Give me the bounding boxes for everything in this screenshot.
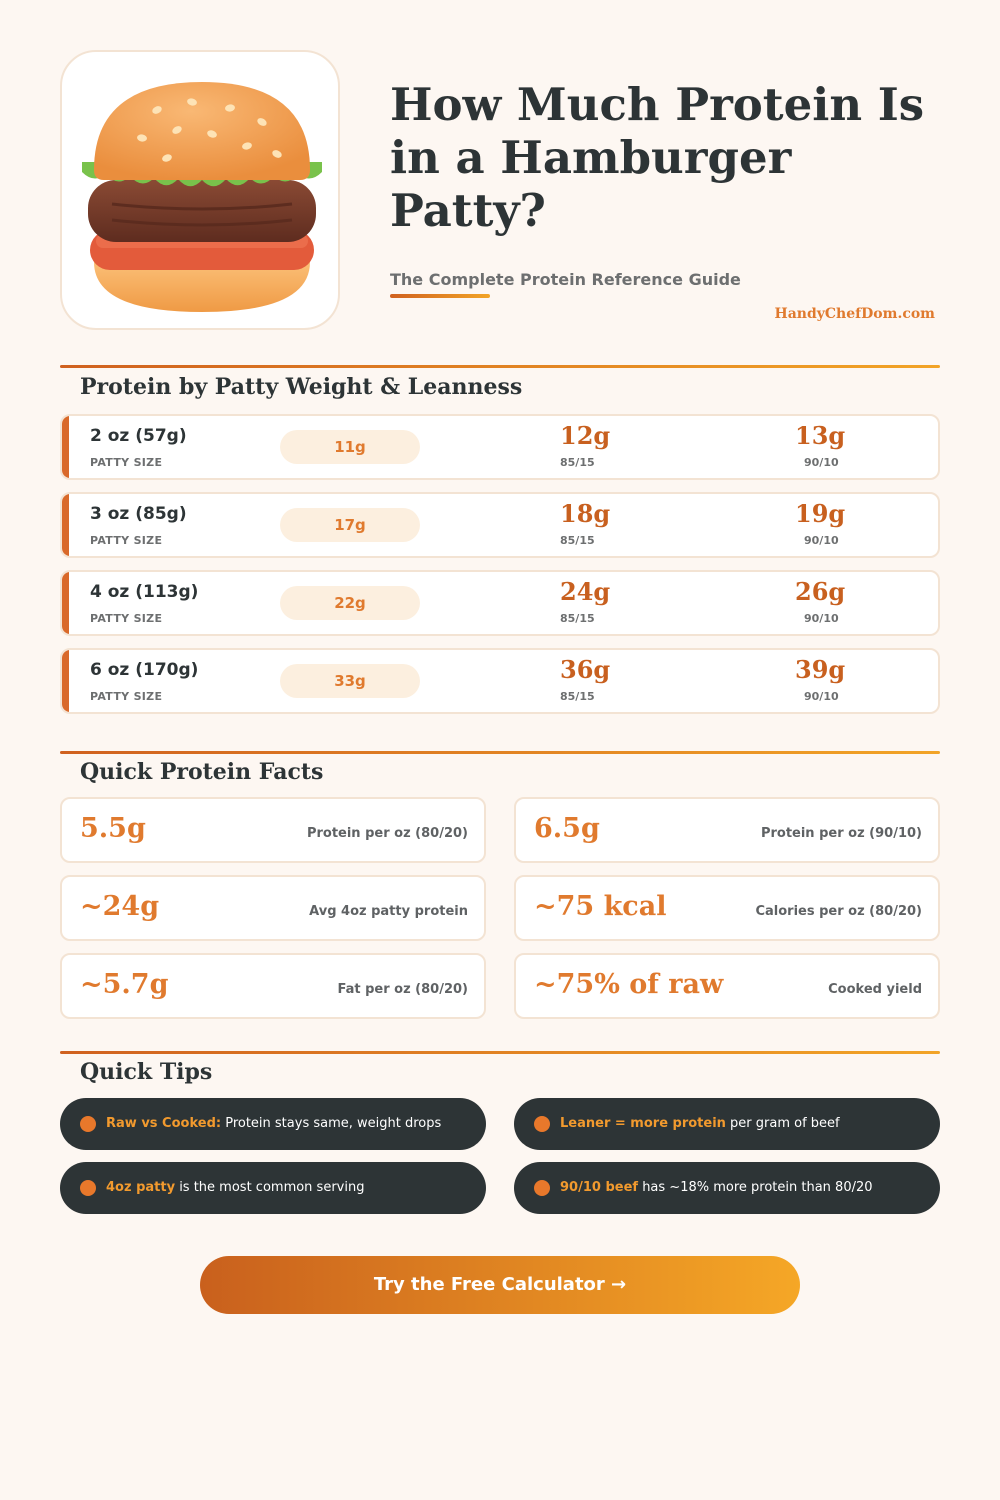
fact-label: Protein per oz (90/10) <box>760 826 922 841</box>
row-accent-bar <box>62 416 69 478</box>
weights-section-title: Protein by Patty Weight & Leanness <box>80 374 523 400</box>
fact-card <box>60 797 486 863</box>
hero-image-card <box>60 50 340 330</box>
fact-card <box>60 953 486 1019</box>
fact-value: 5.5g <box>80 813 146 844</box>
protein-90-10-value: 39g <box>795 655 846 684</box>
fact-card <box>60 875 486 941</box>
tip-body: is the most common serving <box>175 1180 365 1195</box>
protein-80-20-pill: 22g <box>280 586 420 620</box>
fact-value: 6.5g <box>534 813 600 844</box>
section-divider <box>60 1051 940 1054</box>
protein-row <box>60 648 940 714</box>
tips-section-title: Quick Tips <box>80 1059 213 1085</box>
bullet-dot-icon <box>534 1180 550 1196</box>
fact-label: Protein per oz (80/20) <box>306 826 468 841</box>
patty-size-label: PATTY SIZE <box>90 612 163 625</box>
bullet-dot-icon <box>80 1116 96 1132</box>
protein-85-15-value: 36g <box>560 655 611 684</box>
patty-size: 4 oz (113g) <box>90 582 199 602</box>
protein-80-20-pill: 11g <box>280 430 420 464</box>
patty-size-label: PATTY SIZE <box>90 534 163 547</box>
tip-highlight: 4oz patty <box>106 1180 176 1195</box>
protein-row <box>60 414 940 480</box>
bullet-dot-icon <box>80 1180 96 1196</box>
tip-pill <box>514 1162 940 1214</box>
tip-highlight: Leaner = more protein <box>560 1116 726 1131</box>
tip-pill <box>60 1162 486 1214</box>
subtitle-underline <box>390 294 490 298</box>
fact-label: Cooked yield <box>828 982 922 997</box>
protein-90-10-label: 90/10 <box>804 534 839 547</box>
section-divider <box>60 365 940 368</box>
fact-value: ~5.7g <box>80 969 169 1000</box>
tip-pill <box>514 1098 940 1150</box>
protein-90-10-value: 26g <box>795 577 846 606</box>
protein-85-15-value: 24g <box>560 577 611 606</box>
fact-card <box>514 797 940 863</box>
row-accent-bar <box>62 494 69 556</box>
patty-size-label: PATTY SIZE <box>90 456 163 469</box>
fact-value: ~24g <box>80 891 160 922</box>
protein-90-10-label: 90/10 <box>804 612 839 625</box>
fact-value: ~75% of raw <box>534 969 724 1000</box>
protein-90-10-value: 13g <box>795 421 846 450</box>
tip-text <box>560 1162 873 1214</box>
row-accent-bar <box>62 650 69 712</box>
tip-text <box>560 1098 840 1150</box>
fact-card <box>514 875 940 941</box>
tip-text <box>106 1162 364 1214</box>
fact-label: Calories per oz (80/20) <box>755 904 922 919</box>
fact-label: Avg 4oz patty protein <box>309 904 468 919</box>
tip-pill <box>60 1098 486 1150</box>
protein-row <box>60 570 940 636</box>
protein-90-10-label: 90/10 <box>804 456 839 469</box>
fact-label: Fat per oz (80/20) <box>337 982 468 997</box>
hamburger-illustration <box>72 62 332 322</box>
site-name: HandyChefDom.com <box>774 306 935 322</box>
protein-row <box>60 492 940 558</box>
protein-85-15-value: 18g <box>560 499 611 528</box>
fact-card <box>514 953 940 1019</box>
tip-text <box>106 1098 441 1150</box>
page-title: How Much Protein Is in a Hamburger Patty? <box>390 78 925 237</box>
tip-body: Protein stays same, weight drops <box>221 1116 442 1131</box>
protein-85-15-label: 85/15 <box>560 534 595 547</box>
patty-size-label: PATTY SIZE <box>90 690 163 703</box>
tip-highlight: 90/10 beef <box>560 1180 639 1195</box>
protein-80-20-pill: 33g <box>280 664 420 698</box>
protein-90-10-label: 90/10 <box>804 690 839 703</box>
patty-size: 6 oz (170g) <box>90 660 199 680</box>
protein-85-15-label: 85/15 <box>560 456 595 469</box>
tip-highlight: Raw vs Cooked: <box>106 1116 222 1131</box>
calculator-cta-button[interactable]: Try the Free Calculator → <box>200 1256 800 1314</box>
protein-85-15-value: 12g <box>560 421 611 450</box>
protein-90-10-value: 19g <box>795 499 846 528</box>
tip-body: per gram of beef <box>725 1116 840 1131</box>
patty-size: 2 oz (57g) <box>90 426 187 446</box>
bullet-dot-icon <box>534 1116 550 1132</box>
protein-80-20-pill: 17g <box>280 508 420 542</box>
protein-85-15-label: 85/15 <box>560 690 595 703</box>
facts-section-title: Quick Protein Facts <box>80 759 324 785</box>
protein-85-15-label: 85/15 <box>560 612 595 625</box>
page-subtitle: The Complete Protein Reference Guide <box>390 270 741 289</box>
row-accent-bar <box>62 572 69 634</box>
patty-size: 3 oz (85g) <box>90 504 187 524</box>
fact-value: ~75 kcal <box>534 891 667 922</box>
section-divider <box>60 751 940 754</box>
tip-body: has ~18% more protein than 80/20 <box>638 1180 873 1195</box>
